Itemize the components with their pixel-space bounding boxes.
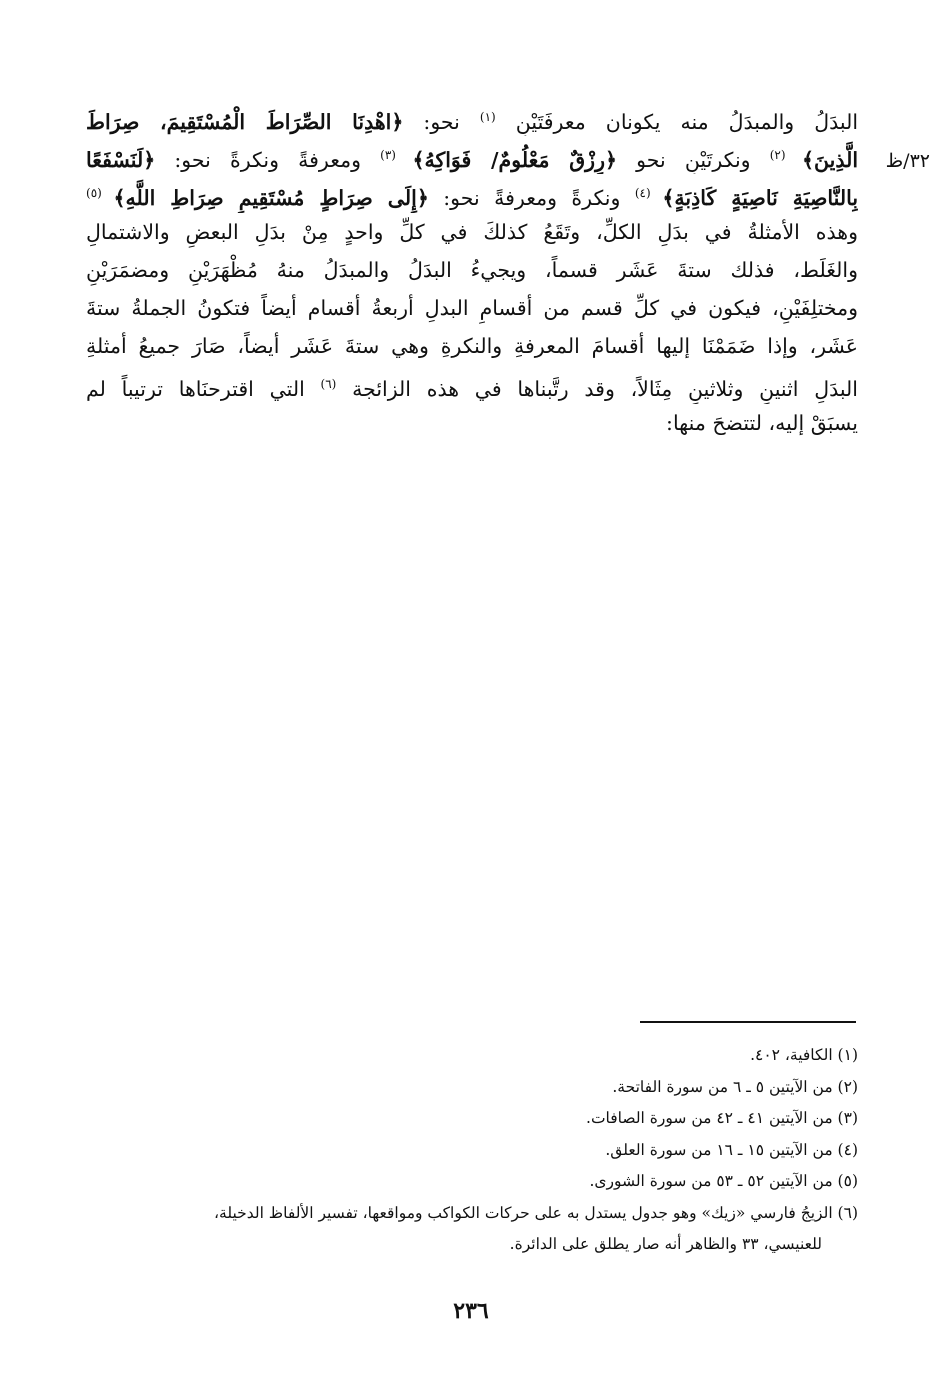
body-text-run: ونكرةً ومعرفةً نحو: xyxy=(428,186,635,211)
margin-folio-note: ٣٢/ظ xyxy=(885,150,930,172)
footnote-reference: (٢) xyxy=(769,148,802,163)
footnote-reference: (٥) xyxy=(86,186,114,201)
footnote-5: (٥) من الآيتين ٥٢ ـ ٥٣ من سورة الشورى. xyxy=(589,1172,858,1190)
body-line xyxy=(86,251,858,289)
quran-quote: ﴿رِزْقٌ مَعْلُومٌ/ فَوَاكِهُ﴾ xyxy=(412,148,617,173)
footnote-3: (٣) من الآيتين ٤١ ـ ٤٢ من سورة الصافات. xyxy=(586,1109,858,1127)
body-line xyxy=(86,98,858,136)
body-text-run: التي اقترحنَاها ترتيباً لم xyxy=(86,377,321,402)
body-text-run: ومعرفةً ونكرةً نحو: xyxy=(155,148,381,173)
body-text-run: نحو: xyxy=(403,110,480,134)
quran-quote: ﴿لَنَسْفَعًا xyxy=(86,148,156,173)
footnote-reference: (١) xyxy=(479,110,496,124)
quran-quote: بِالنَّاصِيَةِ نَاصِيَةٍ كَاذِبَةٍ﴾ xyxy=(662,186,858,211)
body-line xyxy=(86,213,858,251)
footnote-reference: (٤) xyxy=(634,186,663,201)
footnote-2: (٢) من الآيتين ٥ ـ ٦ من سورة الفاتحة. xyxy=(612,1077,858,1096)
body-text-run: البدَلُ والمبدَلُ منه يكونان معرفَتَيْنِ xyxy=(495,110,858,134)
body-text-run: عَشَر، وإذا ضَمَمْنَا إليها أقسامَ المعرفةِ والنكرةِ وهي ستةَ عَشَر أيضاً، صَارَ جميعُ أمثلةِ xyxy=(86,334,858,359)
footnotes-block xyxy=(100,1040,858,1261)
body-text-run: يسبَقْ إليه، لتتضحَ منها: xyxy=(666,410,858,435)
body-text-run: البدَلِ اثنينِ وثلاثينِ مِثَالاً، وقد رتَّبناها في هذه الزائجة xyxy=(336,377,858,402)
footnote-6-continuation: للعنيسي، ٣٣ والظاهر أنه صار يطلق على الدائرة. xyxy=(509,1235,822,1253)
body-text-run: ونكرتَيْنِ نحو xyxy=(616,148,770,173)
page-number: ٢٣٦ xyxy=(453,1298,489,1324)
quran-quote: ﴿إِلَى صِرَاطٍ مُسْتَقِيمٍ صِرَاطِ اللَّهِ﴾ xyxy=(113,186,429,211)
quran-quote: ﴿اهْدِنَا الصِّرَاطَ الْمُسْتَقِيمَ، صِرَاطَ xyxy=(86,110,404,134)
body-line xyxy=(86,365,858,403)
body-line xyxy=(86,404,858,442)
body-text-run: والغَلَط، فذلك ستةَ عَشَر قسماً، ويجيءُ البدَلُ والمبدَلُ منهُ مُظْهَرَيْنِ ومضمَرَيْنِ xyxy=(86,257,858,282)
body-line xyxy=(86,136,858,174)
body-line xyxy=(86,289,858,327)
footnote-separator xyxy=(640,1021,856,1023)
footnote-reference: (٣) xyxy=(380,148,413,163)
body-line xyxy=(86,327,858,365)
body-line xyxy=(86,174,858,212)
body-text-run: ومختلِفَيْنِ، فيكون في كلِّ قسم من أقسامِ البدلِ أربعةُ أقسام أيضاً فتكونُ الجملةُ ستةَ xyxy=(86,295,858,320)
footnote-6: (٦) الزيجُ فارسي «زيك» وهو جدول يستدل به على حركات الكواكب ومواقعها، تفسير الألفاظ الدخيلة، xyxy=(214,1203,858,1222)
footnote-4: (٤) من الآيتين ١٥ ـ ١٦ من سورة العلق. xyxy=(605,1140,858,1159)
body-text-run: وهذه الأمثلةُ في بدَلِ الكلِّ، وتَقَعُ كذلكَ في كلِّ واحدٍ مِنْ بدَلِ البعضِ والاشتمالِ xyxy=(86,219,858,244)
footnote-reference: (٦) xyxy=(320,377,337,392)
footnote-1: (١) الكافية، ٤٠٢. xyxy=(750,1046,858,1064)
quran-quote: الَّذِينَ﴾ xyxy=(802,148,858,173)
main-text-block xyxy=(86,98,858,442)
